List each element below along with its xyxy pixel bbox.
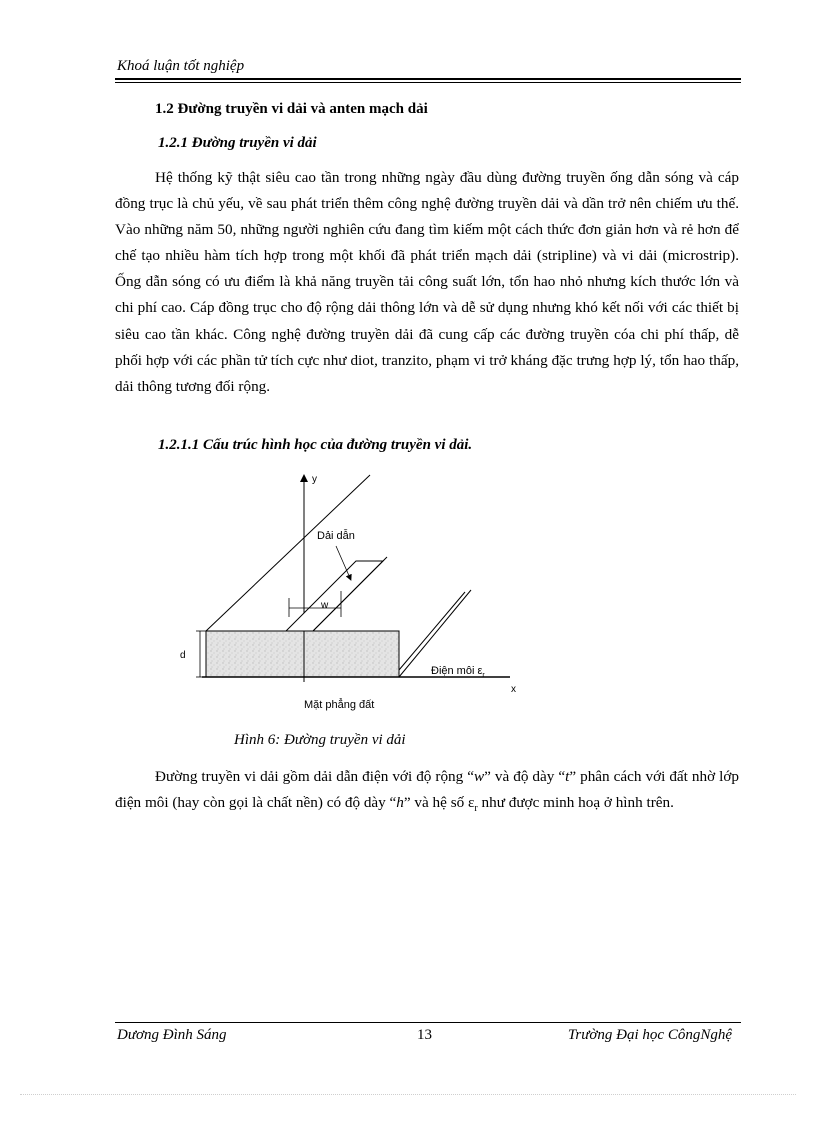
footer-author: Dương Đình Sáng: [117, 1027, 227, 1043]
figure-caption: Hình 6: Đường truyền vi dải: [234, 732, 406, 748]
w-label: w: [321, 600, 329, 611]
subsubsection-heading: 1.2.1.1 Cấu trúc hình học của đường truyền vi dải.: [158, 437, 473, 453]
microstrip-figure: [180, 470, 540, 720]
body-paragraph-2: Đường truyền vi dải gồm dải dẫn điện với độ rộng “w” và độ dày “t” phân cách với đất nhờ lớp điện môi (hay còn gọi là chất nền) có độ dày “h” và hệ số $\varepsilon_r$ như được minh hoạ ở hình trên.: [115, 768, 739, 815]
substrate-left-edge: [206, 475, 370, 631]
dielectric-substrate: [206, 631, 399, 677]
page-number: 13: [417, 1027, 432, 1043]
substrate-right-edge: [399, 590, 471, 677]
ground-label: Mặt phẳng đất: [304, 699, 375, 711]
header-rule-thin: [115, 82, 741, 83]
footer-school: Trường Đại học CôngNghệ: [567, 1027, 732, 1043]
x-axis-label: x: [511, 684, 516, 695]
y-axis-label: y: [312, 474, 317, 485]
strip-label: Dải dẫn: [317, 530, 355, 542]
dielectric-label: Điện môi $\varepsilon_r$: [431, 665, 485, 679]
d-label: d: [180, 650, 186, 661]
subsection-heading: 1.2.1 Đường truyền vi dải: [158, 135, 317, 151]
page-bottom-border: [20, 1094, 796, 1095]
conducting-strip: [286, 561, 383, 631]
section-heading: 1.2 Đường truyền vi dải và anten mạch dải: [155, 101, 428, 117]
substrate-right-edge-top: [399, 592, 465, 670]
document-header: Khoá luận tốt nghiệp: [117, 58, 245, 74]
body-paragraph-1: Hệ thống kỹ thật siêu cao tần trong những ngày đầu dùng đường truyền ống dẫn sóng và cáp đồng trục là chủ yếu, về sau phát triển thêm công nghệ đường truyền dải và dần trở nên chiếm ưu thế. Vào những năm 50, những người nghiên cứu đang tìm kiếm một cách thức đơn giản hơn và rẻ hơn để chế tạo nhiều hàm tích hợp trong một khối đã phát triển mạch dải (stripline) và vi dải (microstrip). Ống dẫn sóng có ưu điểm là khả năng truyền tải công suất lớn, tổn hao nhỏ nhưng kích thước lớn và chi phí cao. Cáp đồng trục cho độ rộng dải thông lớn và dễ sử dụng nhưng khó kết nối với các thiết bị siêu cao tần khác. Công nghệ đường truyền dải đã cung cấp các đường truyền cóa chi phí thấp, dễ phối hợp với các phần tử tích cực như diot, tranzito, phạm vi trở kháng đặc trưng hợp lý, tổn hao thấp, dải thông tương đối rộng.: [115, 169, 739, 395]
footer-rule: [115, 1022, 741, 1023]
header-rule: [115, 78, 741, 80]
strip-pointer: [336, 546, 350, 578]
